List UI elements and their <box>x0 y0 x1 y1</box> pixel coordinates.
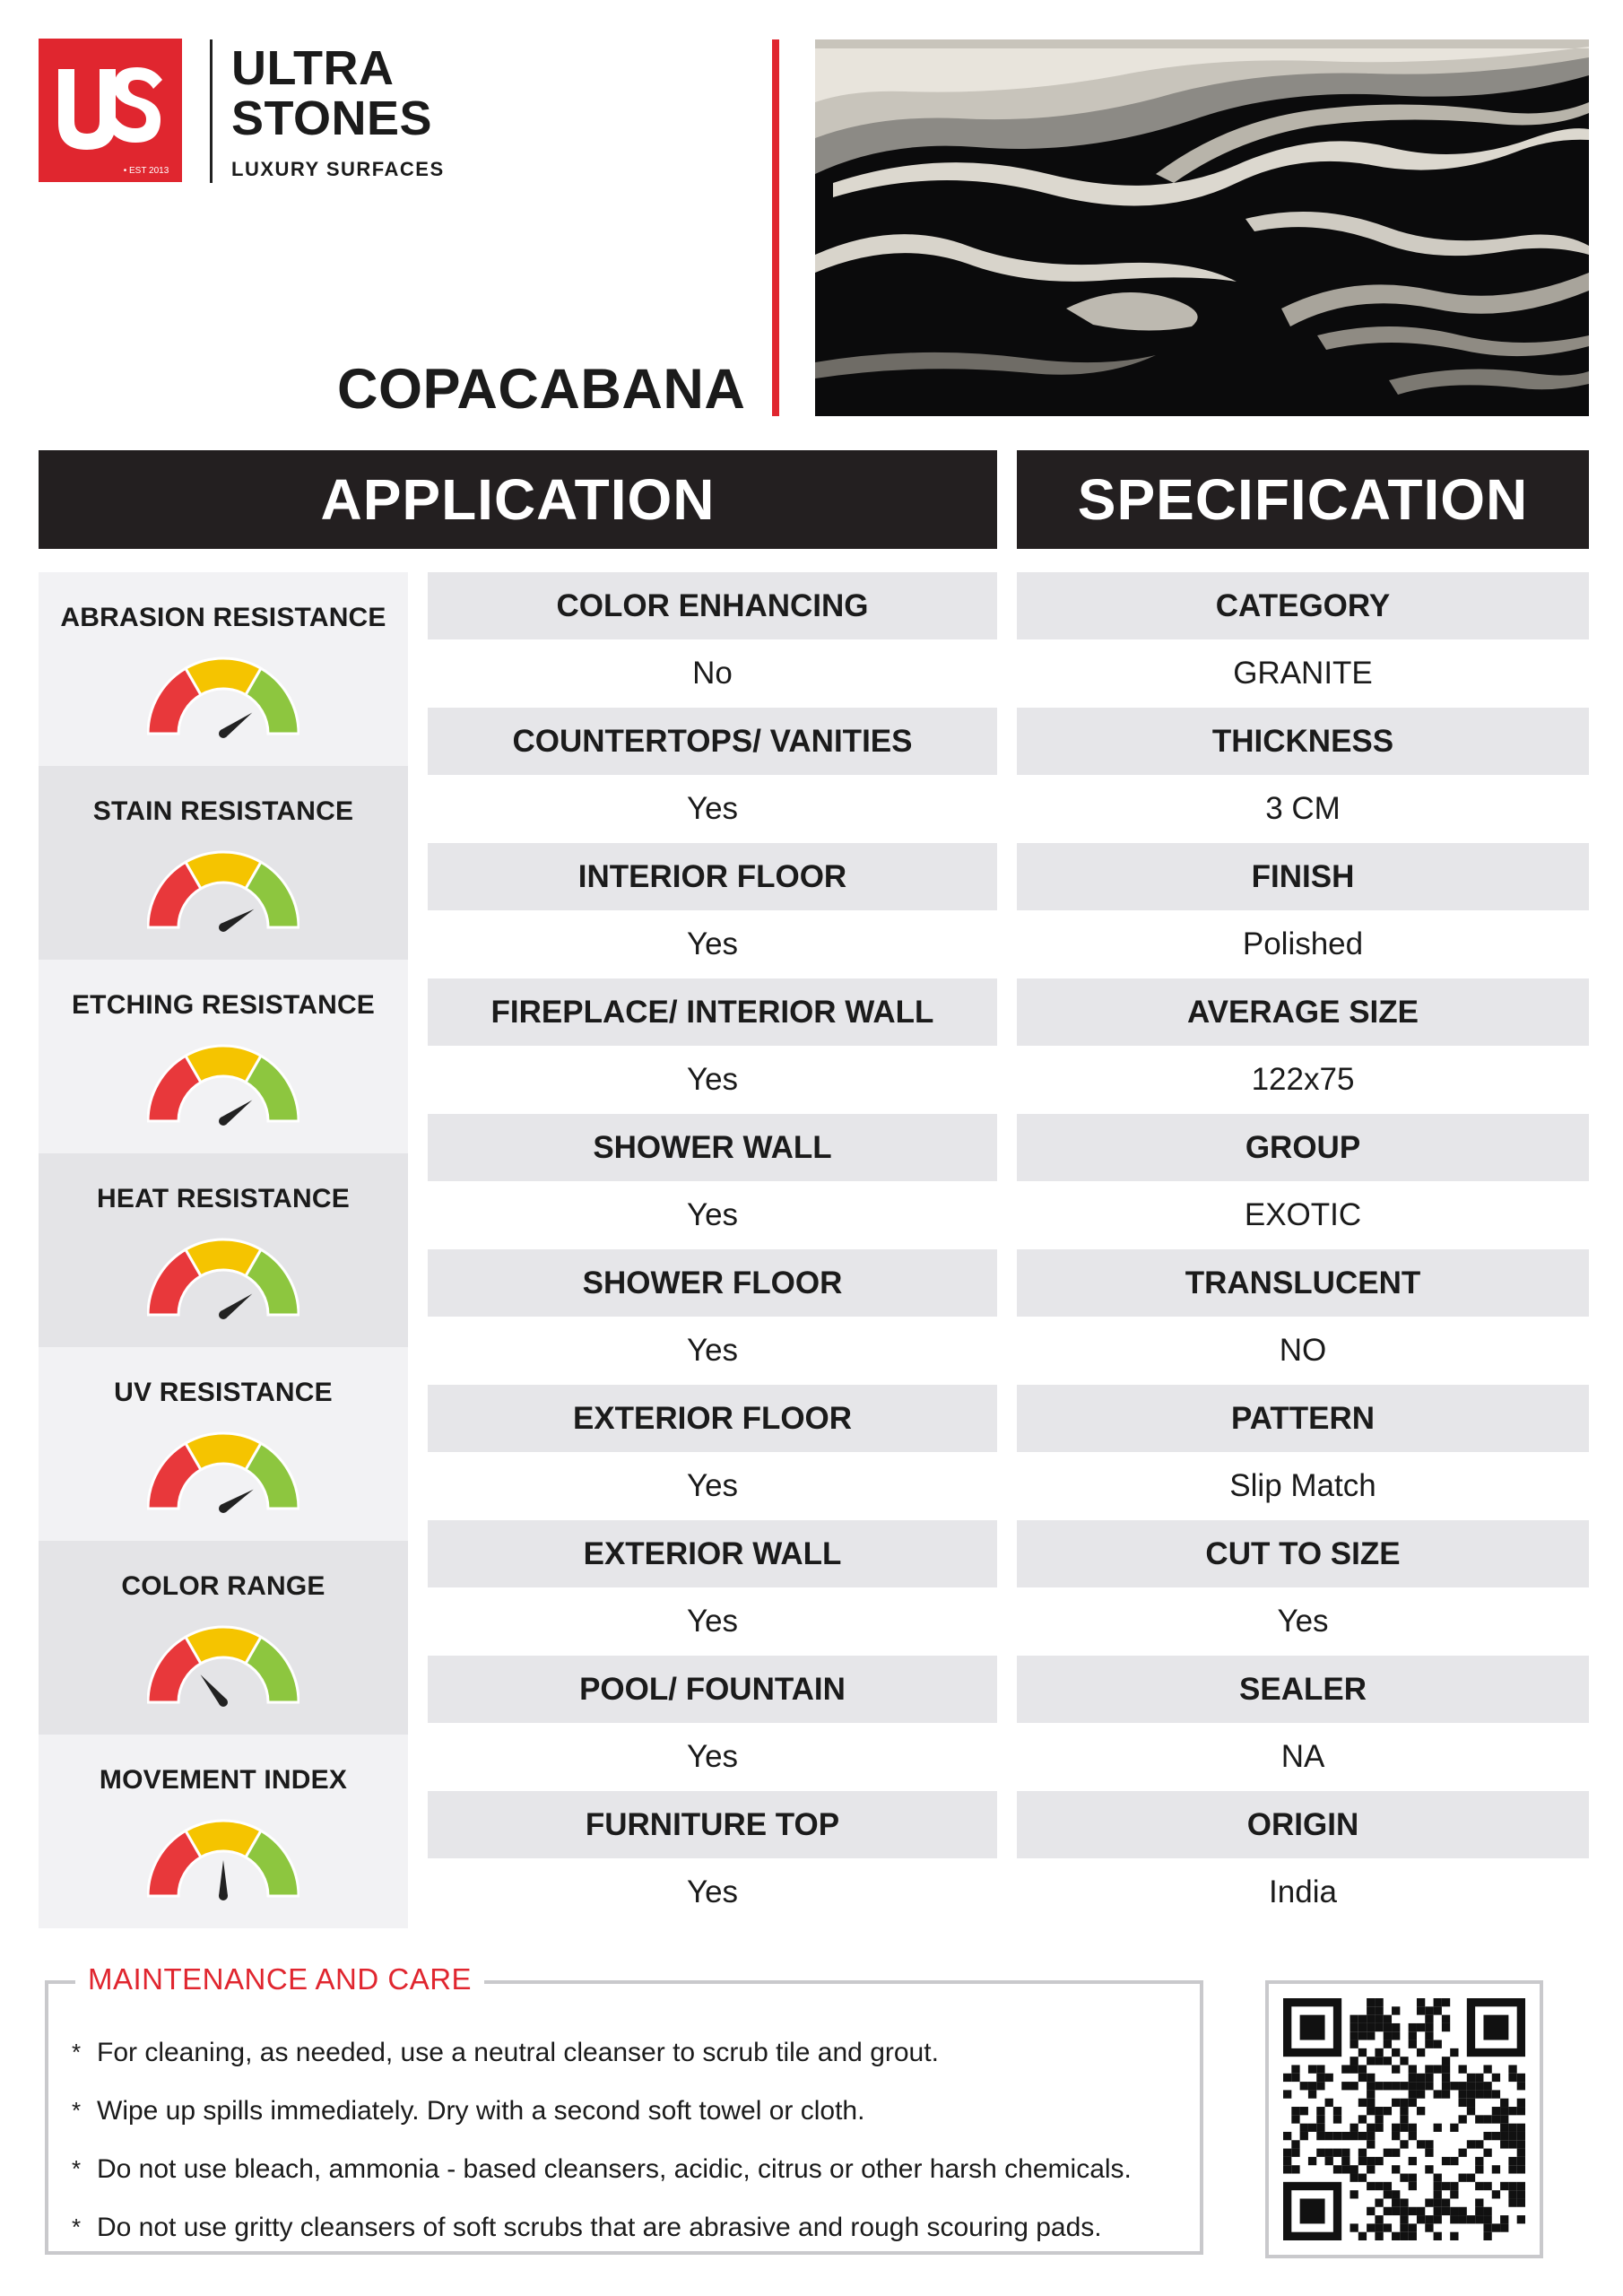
gauge-cell <box>39 1347 408 1541</box>
care-item <box>72 2198 1132 2257</box>
gauge-meter-icon <box>147 1040 299 1126</box>
specification-header: SPECIFICATION <box>1017 450 1589 549</box>
gauge-hub <box>219 1698 228 1707</box>
application-label: SHOWER FLOOR <box>428 1249 997 1317</box>
specification-value: NO <box>1279 1332 1327 1368</box>
us-logo-icon <box>39 39 182 182</box>
application-label: POOL/ FOUNTAIN <box>428 1656 997 1723</box>
application-value: Yes <box>686 1332 739 1368</box>
qr-code-icon <box>1283 1998 1525 2240</box>
specification-value: India <box>1269 1874 1337 1909</box>
care-item-text: Do not use bleach, ammonia - based cleansers, acidic, citrus or other harsh chemicals. <box>97 2153 1132 2184</box>
application-label: SHOWER WALL <box>428 1114 997 1181</box>
gauge-label: COLOR RANGE <box>121 1571 325 1601</box>
specification-value: NA <box>1280 1738 1325 1774</box>
specification-label: FINISH <box>1017 843 1589 910</box>
specification-label: TRANSLUCENT <box>1017 1249 1589 1317</box>
qr-finder <box>1300 2198 1325 2223</box>
brand-name-line2: STONES <box>231 91 433 145</box>
gauge-label: HEAT RESISTANCE <box>97 1184 350 1213</box>
gauge-meter-icon <box>147 653 299 739</box>
application-table <box>428 572 997 1926</box>
accent-bar <box>772 39 779 416</box>
bullet-icon: * <box>72 2039 82 2066</box>
gauge-label: MOVEMENT INDEX <box>99 1765 348 1795</box>
bullet-icon: * <box>72 2213 82 2240</box>
gauge-meter-icon <box>147 1234 299 1320</box>
gauge-cell <box>39 1153 408 1347</box>
specification-value: 122x75 <box>1251 1061 1355 1097</box>
care-item <box>72 2023 1132 2082</box>
application-value: Yes <box>686 1603 739 1639</box>
specification-value: Polished <box>1242 926 1364 961</box>
specification-label: THICKNESS <box>1017 708 1589 775</box>
gauge-label: STAIN RESISTANCE <box>92 796 354 826</box>
brand-logo <box>39 39 182 182</box>
gauge-cell <box>39 1735 408 1928</box>
specification-label: ORIGIN <box>1017 1791 1589 1858</box>
brand-wordmark <box>231 43 445 181</box>
care-item-text: For cleaning, as needed, use a neutral cleanser to scrub tile and grout. <box>97 2037 939 2067</box>
bullet-icon: * <box>72 2155 82 2182</box>
gauge-hub <box>219 1310 228 1319</box>
stone-slab-image <box>815 39 1589 416</box>
gauge-cell <box>39 960 408 1153</box>
gauge-label: ABRASION RESISTANCE <box>60 603 386 632</box>
specification-value: Yes <box>1277 1603 1329 1639</box>
brand-subtitle: LUXURY SURFACES <box>231 158 445 180</box>
gauge-meter-icon <box>147 1815 299 1901</box>
gauge-meter-icon <box>147 847 299 933</box>
application-label: COLOR ENHANCING <box>428 572 997 639</box>
specification-label: GROUP <box>1017 1114 1589 1181</box>
product-title: COPACABANA <box>337 358 746 421</box>
qr-finder <box>1300 2015 1325 2040</box>
gauge-needle <box>219 1860 228 1896</box>
application-label: EXTERIOR FLOOR <box>428 1385 997 1452</box>
brand-divider <box>210 39 213 183</box>
application-label: FIREPLACE/ INTERIOR WALL <box>428 978 997 1046</box>
application-value: Yes <box>686 1196 739 1232</box>
specification-label: CUT TO SIZE <box>1017 1520 1589 1587</box>
gauge-meter-icon <box>147 1622 299 1708</box>
application-value: Yes <box>686 1738 739 1774</box>
application-value: Yes <box>686 1061 739 1097</box>
qr-finder <box>1483 2015 1508 2040</box>
gauge-label: UV RESISTANCE <box>114 1378 333 1407</box>
specification-label: CATEGORY <box>1017 572 1589 639</box>
specification-value: EXOTIC <box>1244 1196 1362 1232</box>
care-title: MAINTENANCE AND CARE <box>75 1962 484 1996</box>
care-item-text: Wipe up spills immediately. Dry with a second soft towel or cloth. <box>97 2095 865 2126</box>
brand-name-line1: ULTRA <box>231 41 395 95</box>
gauge-cell <box>39 1541 408 1735</box>
application-label: EXTERIOR WALL <box>428 1520 997 1587</box>
application-value: Yes <box>686 926 739 961</box>
gauge-cell <box>39 572 408 766</box>
specification-value: Slip Match <box>1229 1467 1376 1503</box>
application-header: APPLICATION <box>39 450 997 549</box>
care-list <box>72 2023 1132 2257</box>
application-value: No <box>692 655 733 691</box>
care-item <box>72 2082 1132 2140</box>
maintenance-care-box <box>45 1962 1203 2255</box>
resistance-gauges <box>39 572 408 1928</box>
gauge-hub <box>219 923 228 932</box>
gauge-hub <box>219 729 228 738</box>
gauge-meter-icon <box>147 1428 299 1514</box>
gauge-hub <box>219 1892 228 1900</box>
granite-texture-icon <box>815 39 1589 416</box>
application-value: Yes <box>686 790 739 826</box>
gauge-cell <box>39 766 408 960</box>
specification-label: SEALER <box>1017 1656 1589 1723</box>
specification-value: 3 CM <box>1265 790 1341 826</box>
specification-table <box>1017 572 1589 1926</box>
specification-label: PATTERN <box>1017 1385 1589 1452</box>
application-label: COUNTERTOPS/ VANITIES <box>428 708 997 775</box>
specification-value: GRANITE <box>1233 655 1373 691</box>
application-value: Yes <box>686 1467 739 1503</box>
gauge-hub <box>219 1117 228 1126</box>
application-value: Yes <box>686 1874 739 1909</box>
bullet-icon: * <box>72 2097 82 2124</box>
care-item <box>72 2140 1132 2198</box>
gauge-hub <box>219 1504 228 1513</box>
application-label: INTERIOR FLOOR <box>428 843 997 910</box>
svg-text:• EST 2013: • EST 2013 <box>123 166 169 176</box>
gauge-label: ETCHING RESISTANCE <box>71 990 376 1020</box>
qr-code[interactable] <box>1265 1980 1543 2258</box>
specification-label: AVERAGE SIZE <box>1017 978 1589 1046</box>
care-item-text: Do not use gritty cleansers of soft scrubs that are abrasive and rough scouring pads. <box>97 2212 1102 2242</box>
application-label: FURNITURE TOP <box>428 1791 997 1858</box>
